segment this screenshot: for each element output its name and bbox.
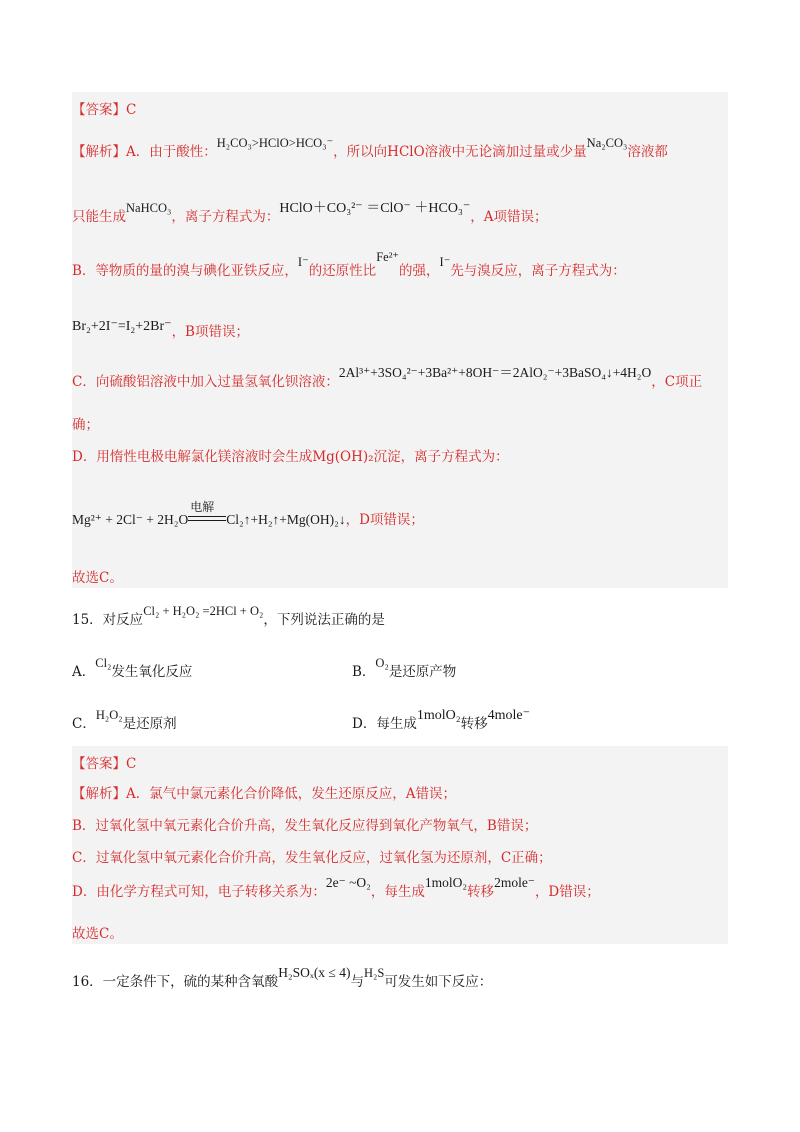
- q15-d-formula3: 2mole⁻: [494, 875, 535, 890]
- q16-stem-end: 可发生如下反应：: [384, 974, 493, 990]
- q15-optA-formula: Cl₂: [95, 656, 112, 670]
- q14-d-condition: 电解: [190, 499, 215, 514]
- q15-d-end: ，D错误；: [534, 884, 600, 900]
- q14-analysis-c2: 确；: [72, 417, 99, 433]
- q16-stem-formula2: H₂S: [363, 966, 385, 980]
- q14-b-mid1: 的还原性比: [308, 263, 377, 279]
- q15-d-prefix: D．由化学方程式可知，电子转移关系为：: [72, 884, 326, 900]
- q14-d-line-bottom: [188, 520, 226, 521]
- q14-a2-formula: NaHCO₃: [126, 201, 172, 215]
- q14-a-formula2: Na₂CO₃: [586, 136, 628, 150]
- q15-conclusion: 故选C。: [72, 926, 123, 942]
- q14-analysis-b: [72, 250, 626, 279]
- q14-a2-prefix: 只能生成: [72, 209, 126, 225]
- q14-d-eq-right: Cl₂↑+H₂↑+Mg(OH)₂↓: [226, 512, 346, 527]
- q15-optC-formula: H₂O₂: [95, 708, 123, 722]
- q15-optB-formula: O₂: [375, 656, 389, 670]
- q14-d-end: ，D项错误；: [345, 512, 424, 528]
- q15-optC-label: C．: [72, 716, 96, 732]
- q14-b-mid2: 的强，: [399, 263, 440, 279]
- q15-d-formula: 2e⁻ ~O₂: [325, 875, 371, 890]
- q16-stem-mid: 与: [350, 974, 364, 990]
- q14-c-end: ，C项正: [651, 374, 703, 390]
- q14-c-equation: 2Al³⁺+3SO₄²⁻+3Ba²⁺+8OH⁻＝2AlO₂⁻+3BaSO₄↓+4H₂O: [338, 365, 652, 380]
- q14-b-iodide2: I⁻: [439, 255, 451, 269]
- q15-answer: 【答案】C: [72, 756, 137, 772]
- q15-analysis-c: C．过氧化氢中氧元素化合价升高，发生氧化反应，过氧化氢为还原剂，C正确；: [72, 850, 552, 866]
- q14-analysis-c: [72, 365, 703, 390]
- q14-b-iron: Fe²⁺: [376, 250, 400, 264]
- q15-answer-block: [72, 746, 728, 944]
- q14-a-mid: ，所以向HClO溶液中无论滴加过量或少量: [333, 144, 587, 160]
- q15-d-mid2: 转移: [467, 884, 495, 900]
- q14-analysis-d2: [72, 499, 424, 529]
- q15-optA-text: 发生氧化反应: [111, 664, 193, 680]
- q15-stem: [72, 604, 385, 628]
- q15-d-formula2: 1molO₂: [424, 875, 468, 890]
- q16-stem-formula: H₂SOₓ(x ≤ 4): [278, 965, 351, 980]
- q14-analysis-a: [72, 136, 668, 160]
- q14-b-iodide: I⁻: [297, 255, 309, 269]
- q14-c-prefix: C．向硫酸铝溶液中加入过量氢氧化钡溶液：: [72, 374, 339, 390]
- q14-a2-end: ，A项错误；: [470, 209, 548, 225]
- q15-optD-label: D．每生成: [352, 716, 417, 732]
- q15-option-d: [352, 708, 530, 733]
- q15-option-a: [72, 656, 193, 680]
- q14-a-formula: H₂CO₃>HClO>HCO₃⁻: [216, 136, 334, 150]
- q15-analysis-a: 【解析】A．氯气中氯元素化合价降低，发生还原反应，A错误；: [72, 786, 456, 802]
- q16-stem-prefix: 16．一定条件下，硫的某种含氧酸: [72, 974, 279, 990]
- q15-optC-text: 是还原剂: [122, 716, 177, 732]
- q15-stem-equation: Cl₂ + H₂O₂ =2HCl + O₂: [143, 604, 264, 618]
- q15-analysis-d: [72, 875, 600, 900]
- q14-a2-mid: ，离子方程式为：: [171, 209, 280, 225]
- q14-analysis-b2: [72, 320, 249, 341]
- q14-conclusion: 故选C。: [72, 570, 123, 586]
- q14-d-electrolysis-sign: [188, 499, 226, 529]
- q16-stem: [72, 965, 493, 990]
- q14-answer: 【答案】C: [72, 102, 137, 118]
- q14-b-prefix: B．等物质的量的溴与碘化亚铁反应，: [72, 263, 298, 279]
- q15-optD-formula2: 4mole⁻: [487, 708, 530, 723]
- q15-analysis-b: B．过氧化氢中氧元素化合价升高，发生氧化反应得到氧化产物氧气，B错误；: [72, 818, 538, 834]
- q15-d-mid: ，每生成: [370, 884, 425, 900]
- q15-option-b: [352, 656, 457, 680]
- q14-b2-end: ，B项错误；: [171, 324, 249, 340]
- q15-stem-prefix: 15．对反应: [72, 612, 144, 628]
- q14-b2-equation: Br₂+2I⁻=I₂+2Br⁻: [72, 319, 172, 334]
- q14-d-eq-left: Mg²⁺ + 2Cl⁻ + 2H₂O: [72, 512, 189, 527]
- q15-stem-end: ，下列说法正确的是: [263, 612, 385, 628]
- q15-optD-formula: 1molO₂: [416, 708, 461, 723]
- q15-optD-mid: 转移: [460, 716, 488, 732]
- q15-option-c: [72, 708, 177, 732]
- q15-optA-label: A．: [72, 664, 96, 680]
- q14-analysis-a2: [72, 201, 548, 226]
- q15-optB-label: B．: [352, 664, 376, 680]
- q14-analysis-d: D．用惰性电极电解氯化镁溶液时会生成Mg(OH)₂沉淀，离子方程式为：: [72, 449, 509, 465]
- q14-a-end: 溶液都: [627, 144, 668, 160]
- q14-d-line-top: [188, 516, 226, 517]
- q15-optB-text: 是还原产物: [388, 664, 457, 680]
- q14-a-prefix: 【解析】A．由于酸性：: [72, 144, 217, 160]
- q14-a2-equation: HClO＋CO₃²⁻ ＝ClO⁻ ＋HCO₃⁻: [279, 201, 471, 216]
- q14-b-end: 先与溴反应，离子方程式为：: [450, 263, 626, 279]
